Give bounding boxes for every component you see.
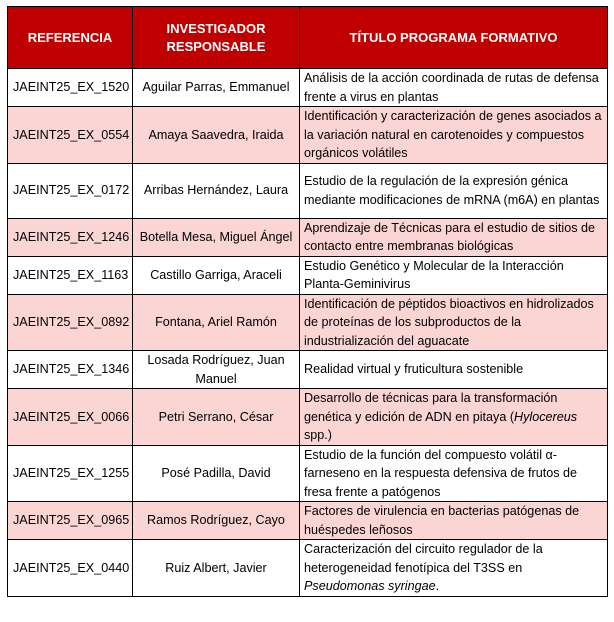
table-row [8,69,608,107]
cell-titulo: Identificación y caracterización de genes asociados a la variación natural en carotenoides y compuestos orgánicos volátiles [300,107,608,164]
cell-referencia: JAEINT25_EX_0066 [8,389,133,446]
cell-referencia: JAEINT25_EX_1163 [8,256,133,294]
species-name: Hylocereus [514,409,578,424]
cell-investigador: Fontana, Ariel Ramón [133,294,300,351]
header-referencia: REFERENCIA [8,7,133,69]
cell-titulo: Identificación de péptidos bioactivos en hidrolizados de proteínas de los subproductos de la industrialización del aguacate [300,294,608,351]
cell-investigador: Castillo Garriga, Araceli [133,256,300,294]
cell-referencia: JAEINT25_EX_1346 [8,351,133,389]
cell-referencia: JAEINT25_EX_1255 [8,445,133,502]
titulo-text: . [435,579,440,593]
cell-titulo: Factores de virulencia en bacterias patógenas de huéspedes leñosos [300,502,608,540]
table-row [8,256,608,294]
cell-referencia: JAEINT25_EX_0892 [8,294,133,351]
titulo-text: Desarrollo de técnicas para la transformación genética y edición de ADN en pitaya ( [304,391,558,424]
cell-titulo: Realidad virtual y fruticultura sostenible [300,351,608,389]
cell-investigador: Botella Mesa, Miguel Ángel [133,218,300,256]
cell-referencia: JAEINT25_EX_0172 [8,163,133,218]
cell-investigador: Losada Rodríguez, Juan Manuel [133,351,300,389]
titulo-text: spp.) [304,428,332,442]
table-row [8,445,608,502]
cell-titulo: Estudio de la regulación de la expresión génica mediante modificaciones de mRNA (m6A) en plantas [300,163,608,218]
cell-referencia: JAEINT25_EX_0554 [8,107,133,164]
programs-table-container [7,6,607,597]
cell-titulo: Estudio Genético y Molecular de la Interacción Planta-Geminivirus [300,256,608,294]
titulo-text: Caracterización del circuito regulador de la heterogeneidad fenotípica del T3SS en [304,542,543,575]
cell-investigador: Arribas Hernández, Laura [133,163,300,218]
table-header-row [8,7,608,69]
cell-titulo: Aprendizaje de Técnicas para el estudio de sitios de contacto entre membranas biológicas [300,218,608,256]
table-row [8,294,608,351]
cell-investigador: Posé Padilla, David [133,445,300,502]
cell-referencia: JAEINT25_EX_1246 [8,218,133,256]
cell-titulo [300,540,608,597]
cell-titulo: Análisis de la acción coordinada de rutas de defensa frente a virus en plantas [300,69,608,107]
table-row [8,351,608,389]
table-row [8,389,608,446]
species-name: Pseudomonas syringae [304,579,436,593]
table-row [8,218,608,256]
cell-investigador: Amaya Saavedra, Iraida [133,107,300,164]
cell-referencia: JAEINT25_EX_1520 [8,69,133,107]
header-titulo: TÍTULO PROGRAMA FORMATIVO [300,7,608,69]
table-row [8,163,608,218]
table-row [8,502,608,540]
table-row [8,540,608,597]
cell-titulo [300,389,608,446]
table-row [8,107,608,164]
cell-referencia: JAEINT25_EX_0440 [8,540,133,597]
cell-referencia: JAEINT25_EX_0965 [8,502,133,540]
cell-investigador: Petri Serrano, César [133,389,300,446]
programs-table [7,6,608,597]
cell-titulo: Estudio de la función del compuesto volátil α-farneseno en la respuesta defensiva de frutos de fresa frente a patógenos [300,445,608,502]
cell-investigador: Aguilar Parras, Emmanuel [133,69,300,107]
header-investigador: INVESTIGADOR RESPONSABLE [133,7,300,69]
cell-investigador: Ruiz Albert, Javier [133,540,300,597]
cell-investigador: Ramos Rodríguez, Cayo [133,502,300,540]
